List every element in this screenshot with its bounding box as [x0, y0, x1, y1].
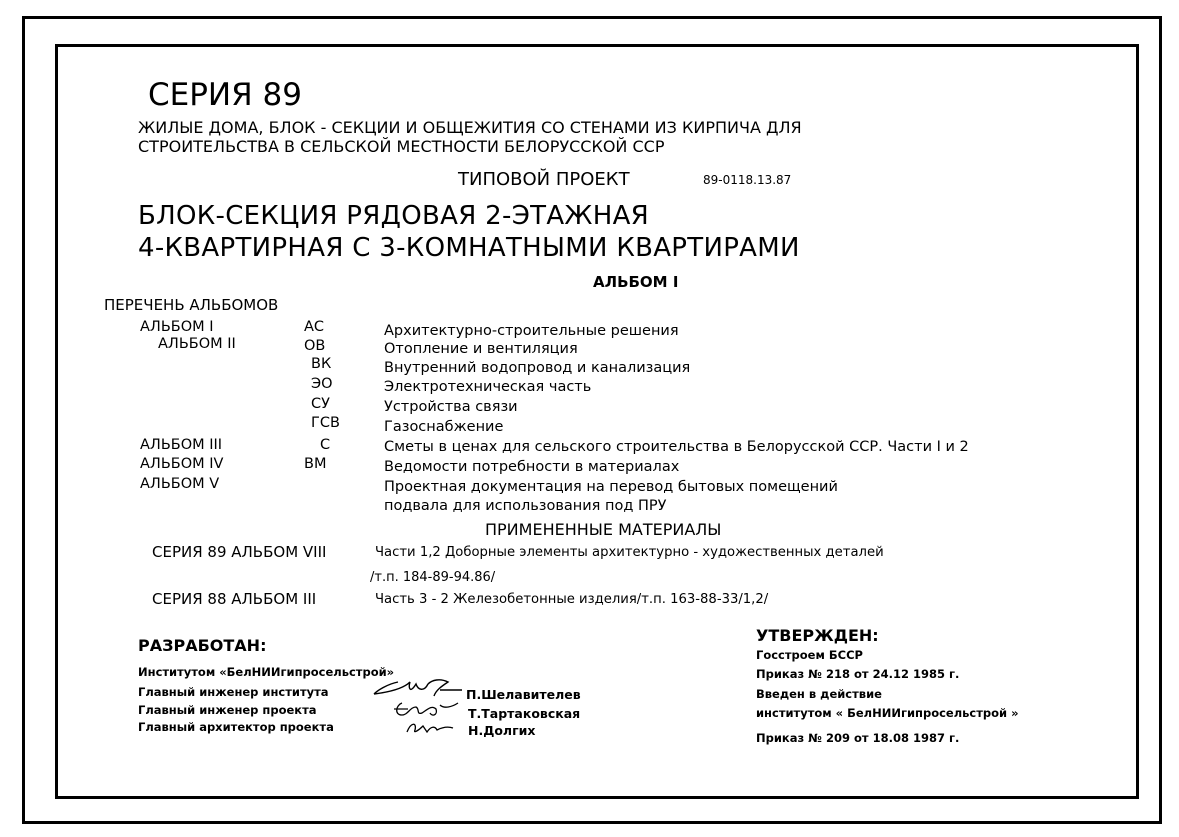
developed-heading: РАЗРАБОТАН:: [138, 636, 267, 655]
signature-chief-engineer-project: [392, 699, 462, 719]
album-name: АЛЬБОМ II: [158, 336, 236, 352]
staff-role: Главный инженер института: [138, 685, 329, 699]
staff-role: Главный архитектор проекта: [138, 720, 334, 734]
signature-chief-engineer-institute: [370, 676, 465, 700]
enactment-order: Приказ № 209 от 18.08 1987 г.: [756, 731, 960, 745]
series-title: СЕРИЯ 89: [148, 77, 302, 113]
album-desc: Устройства связи: [384, 399, 518, 415]
album-desc: Отопление и вентиляция: [384, 341, 578, 357]
approved-heading: УТВЕРЖДЕН:: [756, 626, 879, 645]
album-desc: подвала для использования под ПРУ: [384, 498, 667, 514]
subtitle-line-2: СТРОИТЕЛЬСТВА В СЕЛЬСКОЙ МЕСТНОСТИ БЕЛОРУССКОЙ ССР: [138, 137, 665, 156]
applied-text: Части 1,2 Доборные элементы архитектурно - художественных деталей: [375, 545, 884, 560]
applied-text: Часть 3 - 2 Железобетонные изделия/т.п. 163-88-33/1,2/: [375, 592, 769, 607]
typical-project-label: ТИПОВОЙ ПРОЕКТ: [458, 169, 630, 190]
applied-text: /т.п. 184-89-94.86/: [370, 570, 496, 585]
album-label: АЛЬБОМ I: [593, 273, 679, 291]
album-name: АЛЬБОМ I: [140, 319, 214, 335]
applied-ref: СЕРИЯ 88 АЛЬБОМ III: [152, 590, 317, 608]
album-desc: Внутренний водопровод и канализация: [384, 360, 691, 376]
album-code: ОВ: [304, 338, 326, 354]
main-title-line-1: БЛОК-СЕКЦИЯ РЯДОВАЯ 2-ЭТАЖНАЯ: [138, 201, 650, 231]
album-desc: Ведомости потребности в материалах: [384, 459, 680, 475]
main-title-line-2: 4-КВАРТИРНАЯ С 3-КОМНАТНЫМИ КВАРТИРАМИ: [138, 233, 800, 263]
applied-ref: СЕРИЯ 89 АЛЬБОМ VIII: [152, 543, 327, 561]
staff-name: Т.Тартаковская: [468, 706, 581, 721]
developer-org: Институтом «БелНИИгипросельстрой»: [138, 665, 395, 679]
signature-chief-architect: [405, 718, 465, 736]
album-desc: Сметы в ценах для сельского строительства в Белорусской ССР. Части I и 2: [384, 439, 969, 455]
album-code: СУ: [311, 396, 330, 412]
staff-name: П.Шелавителев: [466, 687, 581, 702]
staff-name: Н.Долгих: [468, 723, 536, 738]
albums-heading: ПЕРЕЧЕНЬ АЛЬБОМОВ: [104, 296, 279, 314]
album-desc: Архитектурно-строительные решения: [384, 323, 679, 339]
enacted-by: институтом « БелНИИгипросельстрой »: [756, 706, 1019, 720]
subtitle-line-1: ЖИЛЫЕ ДОМА, БЛОК - СЕКЦИИ И ОБЩЕЖИТИЯ СО СТЕНАМИ ИЗ КИРПИЧА ДЛЯ: [138, 118, 802, 137]
album-code: С: [320, 437, 331, 453]
album-code: АС: [304, 319, 325, 335]
album-name: АЛЬБОМ III: [140, 437, 223, 453]
album-name: АЛЬБОМ V: [140, 476, 220, 492]
album-code: ВК: [311, 356, 332, 372]
album-desc: Газоснабжение: [384, 419, 504, 435]
album-code: ГСВ: [311, 415, 340, 431]
staff-role: Главный инженер проекта: [138, 703, 317, 717]
applied-materials-heading: ПРИМЕНЕННЫЕ МАТЕРИАЛЫ: [485, 520, 722, 539]
approved-by: Госстроем БССР: [756, 648, 863, 662]
enacted-label: Введен в действие: [756, 687, 882, 701]
album-code: ВМ: [304, 456, 327, 472]
series-subtitle: [138, 118, 802, 156]
album-name: АЛЬБОМ IV: [140, 456, 224, 472]
approval-order: Приказ № 218 от 24.12 1985 г.: [756, 667, 960, 681]
main-title: [138, 200, 800, 264]
album-desc: Проектная документация на перевод бытовых помещений: [384, 479, 838, 495]
album-code: ЭО: [311, 376, 333, 392]
album-desc: Электротехническая часть: [384, 379, 592, 395]
typical-project-number: 89-0118.13.87: [703, 173, 792, 187]
